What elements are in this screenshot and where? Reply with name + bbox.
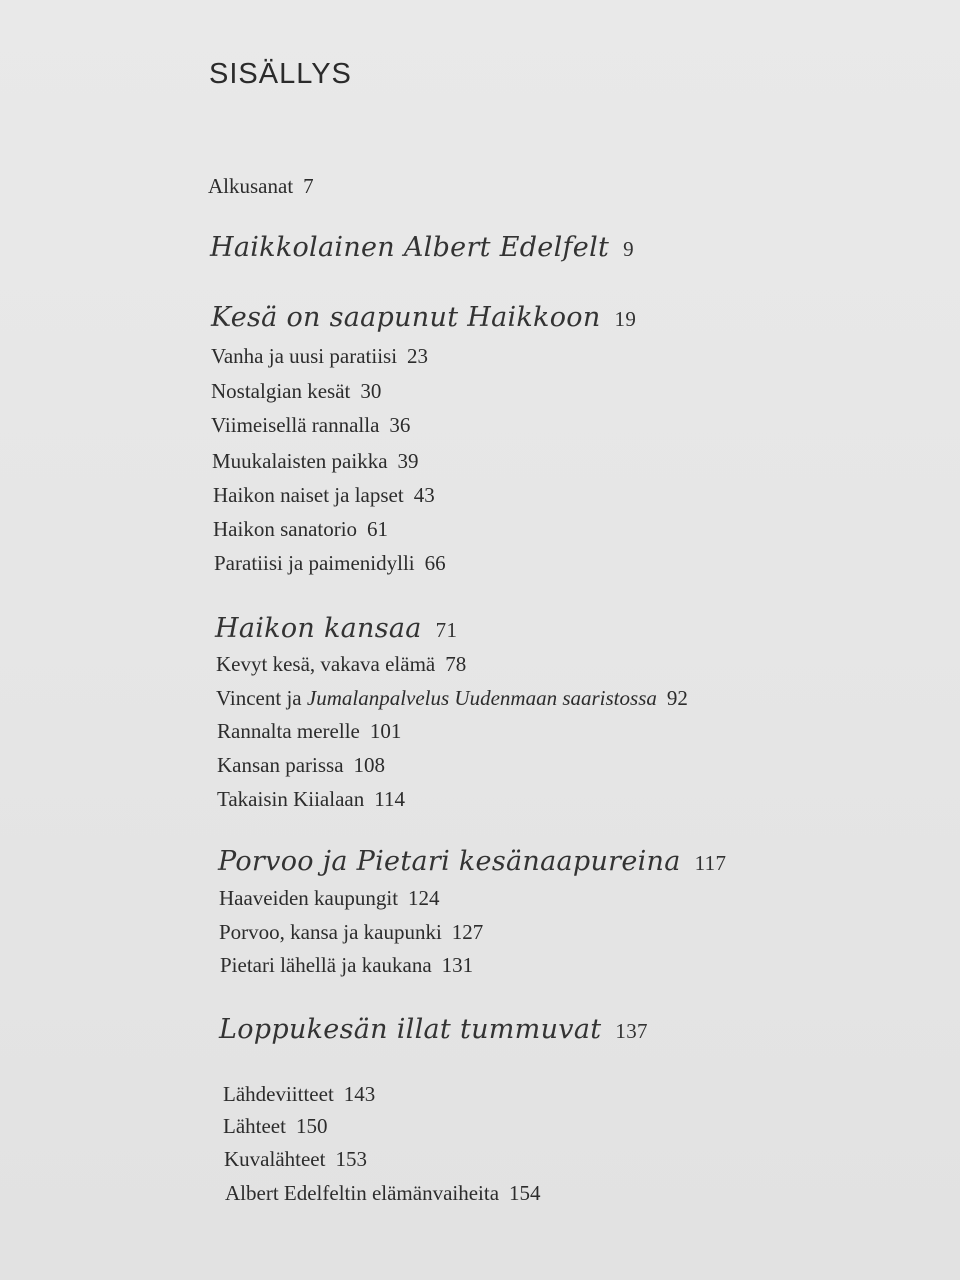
entry-title: Viimeisellä rannalla bbox=[211, 413, 380, 437]
toc-entry bbox=[211, 413, 410, 438]
section-title: Loppukesän illat tummuvat bbox=[219, 1014, 602, 1045]
entry-page: 61 bbox=[367, 517, 389, 541]
entry-title: Kevyt kesä, vakava elämä bbox=[216, 652, 436, 676]
toc-entry bbox=[219, 920, 483, 945]
toc-entry bbox=[213, 517, 388, 542]
entry-title: Alkusanat bbox=[208, 174, 294, 198]
toc-entry-preface bbox=[208, 174, 314, 199]
toc-entry bbox=[217, 787, 405, 812]
entry-page: 7 bbox=[303, 174, 314, 198]
entry-page: 43 bbox=[413, 483, 435, 507]
entry-page: 36 bbox=[389, 413, 411, 437]
toc-section-1 bbox=[210, 232, 634, 263]
entry-title: Nostalgian kesät bbox=[211, 379, 351, 403]
toc-entry-appendix bbox=[223, 1082, 375, 1107]
toc-entry-appendix bbox=[223, 1114, 327, 1139]
section-page: 117 bbox=[694, 851, 727, 875]
toc-entry bbox=[211, 379, 381, 404]
entry-title: Paratiisi ja paimenidylli bbox=[214, 551, 415, 575]
entry-title: Kuvalähteet bbox=[224, 1147, 326, 1171]
entry-title: Albert Edelfeltin elämänvaiheita bbox=[225, 1181, 500, 1205]
toc-entry bbox=[217, 753, 385, 778]
entry-title-italic: Jumalanpalvelus Uudenmaan saaristossa bbox=[306, 686, 657, 710]
entry-page: 108 bbox=[353, 753, 386, 777]
entry-title: Muukalaisten paikka bbox=[212, 449, 388, 473]
entry-title-prefix: Vincent ja bbox=[216, 686, 307, 710]
toc-entry bbox=[214, 551, 446, 576]
entry-title: Haikon sanatorio bbox=[213, 517, 358, 541]
entry-title: Vanha ja uusi paratiisi bbox=[211, 344, 398, 368]
section-page: 19 bbox=[614, 307, 637, 331]
entry-title: Rannalta merelle bbox=[217, 719, 360, 743]
toc-entry bbox=[211, 344, 428, 369]
entry-page: 23 bbox=[407, 344, 429, 368]
entry-page: 114 bbox=[374, 787, 405, 811]
entry-title: Haikon naiset ja lapset bbox=[213, 483, 404, 507]
entry-title: Porvoo, kansa ja kaupunki bbox=[219, 920, 442, 944]
section-title: Haikkolainen Albert Edelfelt bbox=[210, 232, 610, 263]
entry-page: 66 bbox=[424, 551, 446, 575]
entry-page: 124 bbox=[408, 886, 440, 910]
entry-page: 154 bbox=[509, 1181, 541, 1205]
section-title: Kesä on saapunut Haikkoon bbox=[211, 302, 601, 333]
toc-entry-appendix bbox=[224, 1147, 367, 1172]
entry-page: 78 bbox=[445, 652, 467, 676]
toc-section-5 bbox=[219, 1014, 648, 1045]
entry-page: 127 bbox=[451, 920, 484, 944]
entry-page: 153 bbox=[335, 1147, 367, 1171]
toc-entry bbox=[216, 652, 466, 677]
toc-entry bbox=[212, 449, 419, 474]
entry-title: Haaveiden kaupungit bbox=[219, 886, 399, 910]
entry-page: 150 bbox=[295, 1114, 328, 1138]
toc-entry bbox=[216, 686, 688, 711]
entry-title: Takaisin Kiialaan bbox=[217, 787, 365, 811]
toc-entry-appendix bbox=[225, 1181, 541, 1206]
toc-entry bbox=[217, 719, 401, 744]
toc-section-3 bbox=[215, 613, 457, 644]
entry-title: Pietari lähellä ja kaukana bbox=[220, 953, 432, 977]
entry-title: Lähteet bbox=[223, 1114, 286, 1138]
section-title: Porvoo ja Pietari kesänaapureina bbox=[218, 846, 681, 877]
entry-title: Kansan parissa bbox=[217, 753, 344, 777]
toc-entry bbox=[213, 483, 435, 508]
toc-section-4 bbox=[218, 846, 726, 877]
section-page: 71 bbox=[435, 618, 458, 642]
page-title: SISÄLLYS bbox=[209, 58, 352, 90]
entry-page: 143 bbox=[343, 1082, 376, 1106]
toc-entry bbox=[220, 953, 473, 978]
toc-section-2 bbox=[211, 302, 636, 333]
entry-title: Lähdeviitteet bbox=[223, 1082, 334, 1106]
entry-page: 92 bbox=[666, 686, 688, 710]
section-title: Haikon kansaa bbox=[215, 613, 422, 644]
section-page: 137 bbox=[615, 1019, 648, 1043]
entry-page: 131 bbox=[441, 953, 474, 977]
toc-entry bbox=[219, 886, 440, 911]
section-page: 9 bbox=[623, 237, 634, 261]
entry-page: 39 bbox=[397, 449, 419, 473]
entry-page: 101 bbox=[369, 719, 402, 743]
entry-page: 30 bbox=[360, 379, 382, 403]
